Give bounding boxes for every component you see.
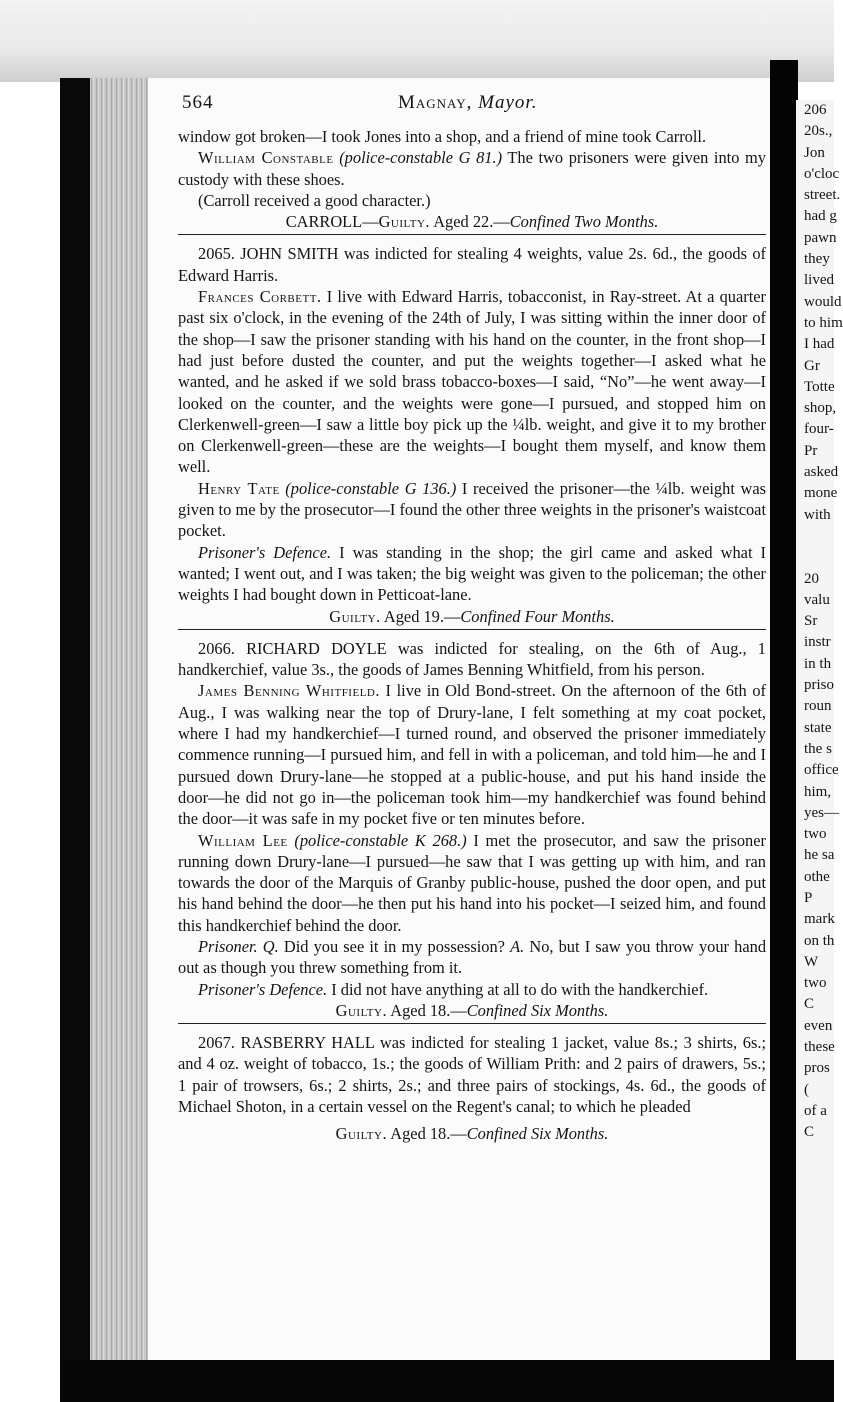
facing-page-word: of a — [804, 1102, 827, 1119]
facing-page-word: they — [804, 251, 830, 268]
facing-page-word: priso — [804, 677, 834, 694]
character-note: (Carroll received a good character.) — [198, 190, 431, 210]
witness-name: William Constable — [198, 148, 334, 168]
facing-page-word: pawn — [804, 229, 837, 246]
facing-page-word: instr — [804, 634, 831, 651]
page-content — [178, 86, 766, 1145]
page-number: 564 — [182, 92, 214, 113]
facing-page-word: four- — [804, 421, 834, 438]
facing-page-word: even — [804, 1017, 833, 1034]
witness-name: Henry Tate — [198, 478, 280, 498]
witness-name: James Benning Whitfield. — [198, 681, 380, 701]
witness-statement: James Benning Whitfield. I live in Old Bond-street. On the afternoon of the 6th of Aug., I was walking near the top of Drury-lane, I felt something at my coat pocket, where I had my handkerchief—I turned round, and observed the prisoner immediately commence running—I pursued him, and fell in with a policeman, and told him—he and I pursued down Drury-lane—he stopped at a public-house, and put his hand inside the door—he did not go in—the policeman took him—my handkerchief was found behind the door—it was safe in my pocket five or ten minutes before. — [178, 681, 766, 829]
verdict-line: Guilty. Aged 18.—Confined Six Months. — [335, 1124, 609, 1144]
facing-page-word: asked — [804, 464, 839, 481]
facing-page-word: 20 — [804, 570, 819, 587]
facing-page-word: the s — [804, 740, 832, 757]
carryover-line: window got broken—I took Jones into a shop, and a friend of mine took Carroll. — [178, 127, 707, 146]
facing-page-word: 20s., — [804, 123, 833, 140]
running-title: Magnay, Mayor. — [398, 92, 538, 113]
scan-bottom-edge — [60, 1360, 834, 1402]
facing-page-word: C — [804, 1124, 815, 1141]
facing-page-word: mark — [804, 911, 835, 928]
facing-page-word: Jon — [804, 144, 825, 161]
facing-page-word: two — [804, 975, 827, 992]
facing-page-word: yes— — [804, 804, 839, 821]
witness-name: Frances Corbett. — [198, 287, 322, 307]
facing-page-word: with — [804, 506, 831, 523]
facing-page-fragment — [796, 100, 843, 1390]
witness-statement: William Constable (police-constable G 81.) The two prisoners were given into my custody with these shoes. — [178, 148, 766, 189]
case-divider — [178, 629, 766, 630]
verdict-line: Guilty. Aged 18.—Confined Six Months. — [335, 1000, 609, 1020]
facing-page-word: Sr — [804, 613, 818, 630]
facing-page-word: o'cloc — [804, 165, 840, 182]
witness-role: (police-constable K 268.) — [294, 830, 467, 850]
gutter-shadow — [770, 60, 798, 1390]
facing-page-word — [796, 526, 834, 547]
facing-page-word: valu — [804, 591, 830, 608]
case-divider — [178, 234, 766, 235]
witness-statement: Henry Tate (police-constable G 136.) I received the prisoner—the ¼lb. weight was given to me by the prosecutor—I found the other three weights in the prisoner's waistcoat pocket. — [178, 478, 766, 541]
page-edges — [90, 78, 150, 1368]
facing-page-word: roun — [804, 698, 832, 715]
facing-page-word: C — [804, 996, 815, 1013]
facing-page-word: he sa — [804, 847, 835, 864]
facing-page-word: mone — [804, 485, 838, 502]
facing-page-word: shop, — [804, 400, 837, 417]
case-indictment: 2066. RICHARD DOYLE was indicted for stealing, on the 6th of Aug., 1 handkerchief, value 3s., the goods of James Benning Whitfield, from his person. — [178, 638, 766, 680]
scan-top-margin — [0, 0, 834, 82]
facing-page-word: two — [804, 826, 827, 843]
facing-page-word: to him — [804, 314, 843, 331]
facing-page-word: Pr — [804, 442, 818, 459]
facing-page-word: P — [804, 889, 813, 906]
facing-page-word: him, — [804, 783, 832, 800]
facing-page-word: W — [804, 953, 819, 970]
prisoner-defence: Prisoner's Defence. I did not have anything at all to do with the handkerchief. — [198, 979, 709, 999]
verdict-line: CARROLL—Guilty. Aged 22.—Confined Two Months. — [285, 212, 659, 232]
facing-page-word: Totte — [804, 378, 835, 395]
binding-shadow — [60, 78, 92, 1368]
witness-statement: Frances Corbett. I live with Edward Harris, tobacconist, in Ray-street. At a quarter past six o'clock, in the evening of the 24th of July, I was sitting within the inner door of the shop—I saw the prisoner standing with his hand on the counter, in the front shop—I had just before dusted the counter, and put the weights together—I asked what he wanted, and he asked if we sold brass tobacco-boxes—I said, “No”—he went away—I looked on the counter, and the weights were gone—I pursued, and stopped him on Clerkenwell-green—I saw a little boy pick up the ¼lb. weight, and give it to my brother on Clerkenwell-green—these are the weights—I bought them myself, and know them well. — [178, 287, 766, 477]
facing-page-word: would — [804, 293, 842, 310]
facing-page-word: lived — [804, 272, 834, 289]
witness-role: (police-constable G 136.) — [285, 478, 457, 498]
facing-page-word — [796, 547, 834, 568]
witness-statement: William Lee (police-constable K 268.) I met the prosecutor, and saw the prisoner running down Drury-lane—I pursued—he saw that I was getting up with him, and ran towards the door of the Marquis of Granby public-house, pushed the door open, and put his hand behind the door—he then put his hand into his pocket—I seized him, and found this handkerchief behind the door. — [178, 830, 766, 935]
facing-page-word: pros — [804, 1060, 830, 1077]
case-divider — [178, 1023, 766, 1024]
facing-page-word: in th — [804, 655, 832, 672]
facing-page-word: I had — [804, 336, 835, 353]
facing-page-word: ( — [804, 1081, 809, 1098]
facing-page-word: street. — [804, 187, 841, 204]
prisoner-question: Prisoner. Q. Did you see it in my possession? A. No, but I saw you throw your hand out as though you threw something from it. — [178, 936, 767, 978]
facing-page-word: 206 — [804, 102, 827, 118]
verdict-line: Guilty. Aged 19.—Confined Four Months. — [329, 606, 615, 626]
facing-page-word: othe — [804, 868, 830, 885]
facing-page-word: office — [804, 762, 839, 779]
case-indictment: 2067. RASBERRY HALL was indicted for stealing 1 jacket, value 8s.; 3 shirts, 6s.; and 4 oz. weight of tobacco, 1s.; the goods of William Prith: and 2 pairs of drawers, 5s.; 1 pair of trowsers, 6s.; 2 shirts, 2s.; and three pairs of stockings, 4s. 6d., the goods of Michael Shoton, in a certain vessel on the Regent's canal; to which he pleaded — [178, 1033, 766, 1117]
witness-role: (police-constable G 81.) — [339, 148, 503, 168]
facing-page-word: state — [804, 719, 832, 736]
prisoner-defence: Prisoner's Defence. I was standing in the shop; the girl came and asked what I wanted; I went out, and I was taken; the big weight was given to the policeman; the other weights I had bought down in Petticoat-lane. — [178, 542, 766, 605]
running-head — [178, 86, 766, 126]
facing-page-word: these — [804, 1039, 835, 1056]
running-title-mayor: Mayor. — [478, 92, 538, 113]
facing-page-word: Gr — [804, 357, 820, 374]
facing-page-word: on th — [804, 932, 835, 949]
case-indictment: 2065. JOHN SMITH was indicted for stealing 4 weights, value 2s. 6d., the goods of Edward Harris. — [178, 244, 766, 285]
witness-name: William Lee — [198, 830, 288, 850]
facing-page-word: had g — [804, 208, 837, 225]
